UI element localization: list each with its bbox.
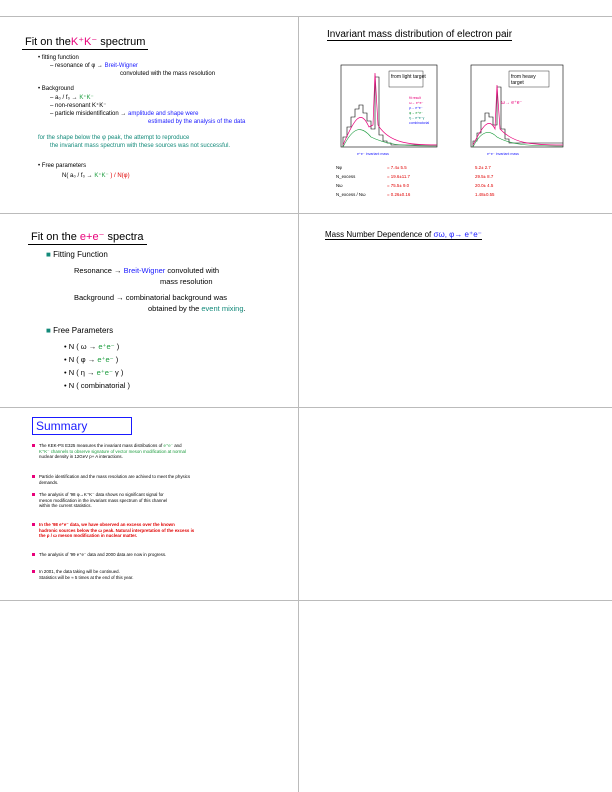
table-heavy-2: 20.0± 4.5 [475,183,494,188]
left-data-histogram [343,77,437,147]
legend-item-0: fit result [409,96,421,100]
free-line: N( a₀ / f₀ → K⁺K⁻ ) / N(φ) [62,173,130,179]
background-line: Background → combinatorial background was [74,293,228,302]
legend-item-5: combinatorial [409,121,430,125]
slide-title: Fit on the e+e⁻ spectra [28,227,147,245]
resonance-line: Resonance → Breit-Wigner convoluted with [74,266,220,275]
right-caption-b: target [511,80,524,86]
table-heavy-0: 5.2± 2.7 [475,165,491,170]
table-heavy-1: 29.5± 8.7 [475,174,494,179]
param-1: • N ( φ → e⁺e⁻ ) [64,355,119,364]
histogram-figure [299,17,612,213]
legend [409,96,429,125]
slide-fit-kk [0,17,298,213]
slide-invariant-mass [299,17,612,213]
table-light-0: = 7.4± 5.5 [387,165,407,170]
slide-fit-ee [0,214,298,407]
bg-line3-cont: estimated by the analysis of the data [148,119,246,125]
legend-item-2: ρ→ e⁺e⁻ [409,106,423,110]
legend-item-1: ω→ e⁺e⁻ [409,101,424,105]
fit-func-line1: – resonance of φ → Breit-Wigner [50,63,138,69]
summary-item-0: The KEK-PS E325 measures the invariant mass distributions of e⁺e⁻ and K⁺K⁻ channels to observe signature of vector meson modification at normal nuclear density in 12GeV p+ A interactions. [32,443,186,460]
summary-item-3: In the '98 e⁺e⁻ data, we have observed an excess over the known hadronic sources below the ω peak. Natural interpretation of the excess is the ρ / ω meson modification in nuclear matter. [32,522,194,539]
slide-title: Summary [32,417,132,435]
slide-empty-1 [299,408,612,600]
omega-label: ω→ e⁺e⁻ [501,100,523,106]
right-fit-curve [473,85,563,145]
right-caption-a: from heavy [511,74,536,80]
table-label-0: Nφ [336,165,343,170]
slide-summary [0,408,298,600]
summary-item-2: The analysis of '98 φ→K⁺K⁻ data shows no significant signal for meson modification in the invariant mass spectrum of this channel within the current statistics. [32,492,167,509]
bg-line1: – a₀ / f₀ → K⁺K⁻ [50,95,94,101]
slide-empty-2 [0,601,298,792]
bg-line2: – non-resonant K⁺K⁻ [50,103,107,109]
slide-mass-number [299,214,612,407]
table-light-1: = 19.6±11.7 [387,174,410,179]
legend-item-3: φ→ e⁺e⁻ [409,111,423,115]
param-0: • N ( ω → e⁺e⁻ ) [64,342,120,351]
table-label-2: Nω [336,183,343,188]
background-line-2: obtained by the event mixing. [148,304,246,313]
shape-note-2: the invariant mass spectrum with these sources was not successful. [50,143,231,149]
left-caption: from light target [391,74,426,80]
table-label-1: N_excess [336,174,356,179]
table-light-3: = 0.26±0.16 [387,192,411,197]
summary-item-1: Particle identification and the mass resolution are achived to meet the physics demands. [32,474,190,485]
right-xaxis-label: e⁺e⁻ invariant mass [487,152,519,156]
table-heavy-3: 1.48±0.55 [475,192,495,197]
fit-func-head: • fitting function [38,55,79,61]
slide-empty-3 [299,601,612,792]
bg-head: • Background [38,86,74,92]
slide-title: Invariant mass distribution of electron pair [327,29,513,40]
summary-item-5: In 2001, the data taking will be continued. Statistics will be ≈ 5 times at the end of this year. [32,569,133,580]
right-data-histogram [473,87,563,147]
param-2: • N ( η → e⁺e⁻ γ ) [64,368,124,377]
left-xaxis-label: e⁺e⁻ invariant mass [357,152,389,156]
bg-line3: – particle misidentification → amplitude and shape were [50,111,199,117]
slide-title: Fit on theK⁺K⁻ spectrum [22,32,148,50]
free-head: • Free parameters [38,163,87,169]
fit-head: ■ Fitting Function [46,250,108,259]
legend-item-4: η→ e⁺e⁻γ [409,116,425,120]
free-head: ■ Free Parameters [46,326,114,335]
table-light-2: = 75.5± 9.0 [387,183,410,188]
shape-note-1: for the shape below the φ peak, the attempt to reproduce [38,135,190,141]
resonance-line-2: mass resolution [160,277,213,286]
param-3: • N ( combinatorial ) [64,381,130,390]
slide-title: Mass Number Dependence of σω, φ→ e⁺e⁻ [325,230,482,239]
summary-item-4: The analysis of '99 e⁺e⁻ data and 2000 data are now in progress. [32,552,166,558]
fit-func-line2: convoluted with the mass resolution [120,71,216,77]
table-label-3: N_excess / Nω [336,192,366,197]
